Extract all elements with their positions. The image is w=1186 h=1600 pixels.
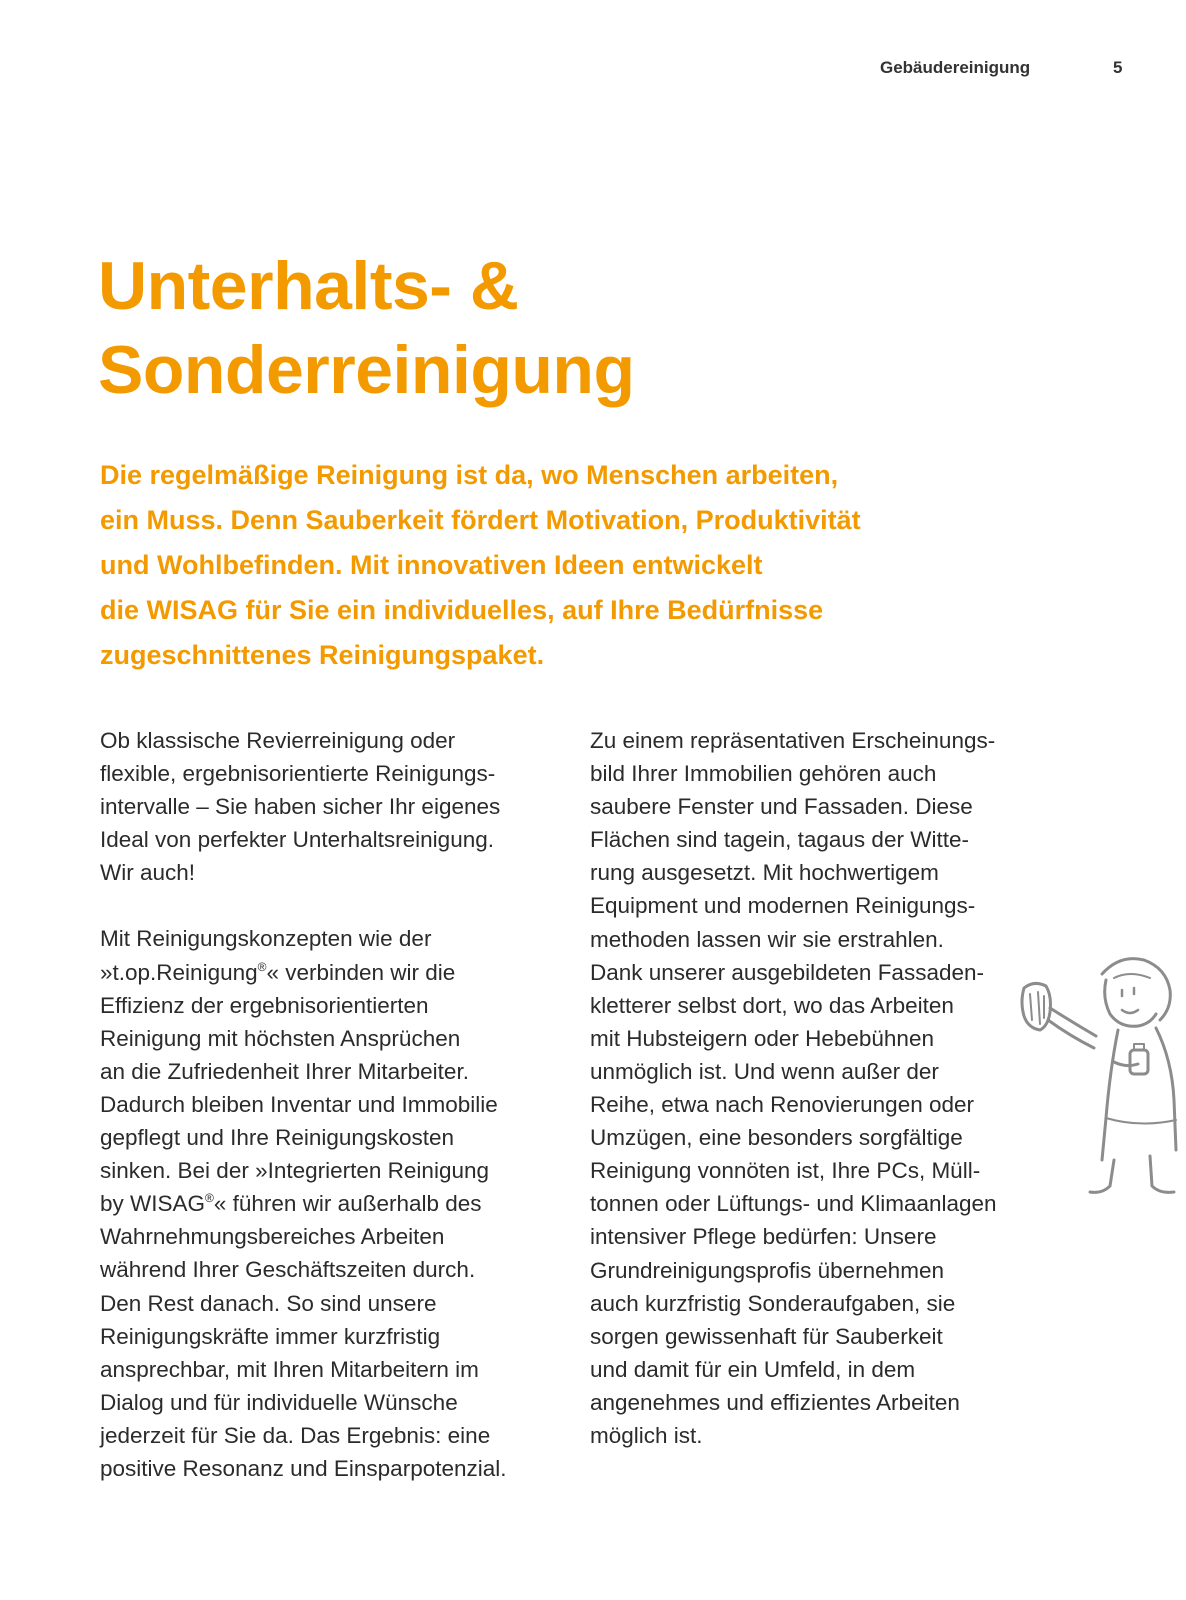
body-line: Ob klassische Revierreinigung oder [100, 728, 456, 753]
body-line: Mit Reinigungskonzepten wie der [100, 926, 432, 952]
body-line: während Ihrer Geschäftszeiten durch. [100, 1257, 476, 1283]
body-line: sorgen gewissenhaft für Sauberkeit [590, 1323, 943, 1349]
body-line: kletterer selbst dort, wo das Arbeiten [590, 992, 954, 1018]
title-line: Sonderreinigung [98, 332, 635, 408]
body-line: sinken. Bei der »Integrierten Reinigung [100, 1158, 489, 1184]
body-line: flexible, ergebnisorientierte Reinigungs- [100, 761, 496, 787]
registered-mark: ® [205, 1191, 214, 1206]
registered-mark: ® [257, 959, 267, 974]
lead-line: zugeschnittenes Reinigungspaket. [100, 640, 545, 670]
body-column-left [100, 724, 570, 1485]
body-line: Dadurch bleiben Inventar und Immobilie [100, 1091, 498, 1117]
body-line: unmöglich ist. Und wenn außer der [590, 1058, 939, 1084]
body-line: Grundreinigungsprofis übernehmen [590, 1257, 944, 1283]
body-line: Den Rest danach. So sind unsere [100, 1290, 437, 1316]
body-line: Zu einem repräsentativen Erscheinungs- [590, 728, 996, 753]
body-line: Umzügen, eine besonders sorgfältige [590, 1125, 963, 1151]
body-line: positive Resonanz und Einsparpotenzial. [100, 1455, 507, 1481]
body-line: tonnen oder Lüftungs- und Klimaanlagen [590, 1191, 997, 1217]
body-line: methoden lassen wir sie erstrahlen. [590, 926, 944, 952]
body-line: rung ausgesetzt. Mit hochwertigem [590, 860, 939, 886]
section-name: Gebäudereinigung [880, 58, 1031, 77]
body-line [100, 1187, 570, 1220]
page-title [98, 244, 635, 412]
body-line: möglich ist. [590, 1422, 703, 1448]
body-line: Dank unserer ausgebildeten Fassaden- [590, 959, 984, 985]
lead-line: und Wohlbefinden. Mit innovativen Ideen entwickelt [100, 550, 763, 580]
body-line: Dialog und für individuelle Wünsche [100, 1389, 458, 1415]
body-line: mit Hubsteigern oder Hebebühnen [590, 1025, 934, 1051]
lead-line: ein Muss. Denn Sauberkeit fördert Motivation, Produktivität [100, 505, 861, 535]
body-line: intervalle – Sie haben sicher Ihr eigenes [100, 794, 501, 820]
body-column-right [590, 724, 1060, 1452]
body-text: »t.op.Reinigung [100, 959, 258, 985]
page-header [0, 56, 1186, 84]
body-line: Flächen sind tagein, tagaus der Witte- [590, 827, 969, 853]
body-line: Equipment und modernen Reinigungs- [590, 893, 976, 919]
body-line [100, 956, 570, 989]
body-line: Wahrnehmungsbereiches Arbeiten [100, 1224, 445, 1250]
body-line: gepflegt und Ihre Reinigungskosten [100, 1125, 455, 1151]
body-line: Reinigung vonnöten ist, Ihre PCs, Müll- [590, 1158, 981, 1184]
body-line: bild Ihrer Immobilien gehören auch [590, 761, 937, 787]
body-text: by WISAG [100, 1191, 206, 1217]
body-line: Reihe, etwa nach Renovierungen oder [590, 1092, 975, 1118]
body-line: angenehmes und effizientes Arbeiten [590, 1389, 960, 1415]
body-line: ansprechbar, mit Ihren Mitarbeitern im [100, 1356, 479, 1382]
body-line: Reinigungskräfte immer kurzfristig [100, 1323, 441, 1349]
paragraph-gap [100, 889, 570, 922]
lead-line: die WISAG für Sie ein individuelles, auf Ihre Bedürfnisse [100, 595, 824, 625]
body-line: Ideal von perfekter Unterhaltsreinigung. [100, 827, 494, 853]
body-line: Wir auch! [100, 860, 196, 886]
body-line: jederzeit für Sie da. Das Ergebnis: eine [100, 1422, 491, 1448]
body-line: und damit für ein Umfeld, in dem [590, 1356, 916, 1382]
body-text: « führen wir außerhalb des [213, 1191, 482, 1217]
page-number: 5 [1113, 58, 1123, 77]
body-line: auch kurzfristig Sonderaufgaben, sie [590, 1290, 956, 1316]
body-line: intensiver Pflege bedürfen: Unsere [590, 1224, 937, 1250]
body-line: saubere Fenster und Fassaden. Diese [590, 794, 973, 820]
cleaner-figure-icon [1010, 950, 1186, 1200]
body-line: an die Zufriedenheit Ihrer Mitarbeiter. [100, 1058, 469, 1084]
body-line: Reinigung mit höchsten Ansprüchen [100, 1025, 461, 1051]
lead-paragraph [100, 453, 1100, 678]
body-text: « verbinden wir die [266, 959, 456, 985]
body-line: Effizienz der ergebnisorientierten [100, 992, 429, 1018]
title-line: Unterhalts- & [98, 248, 519, 324]
lead-line: Die regelmäßige Reinigung ist da, wo Menschen arbeiten, [100, 460, 839, 490]
